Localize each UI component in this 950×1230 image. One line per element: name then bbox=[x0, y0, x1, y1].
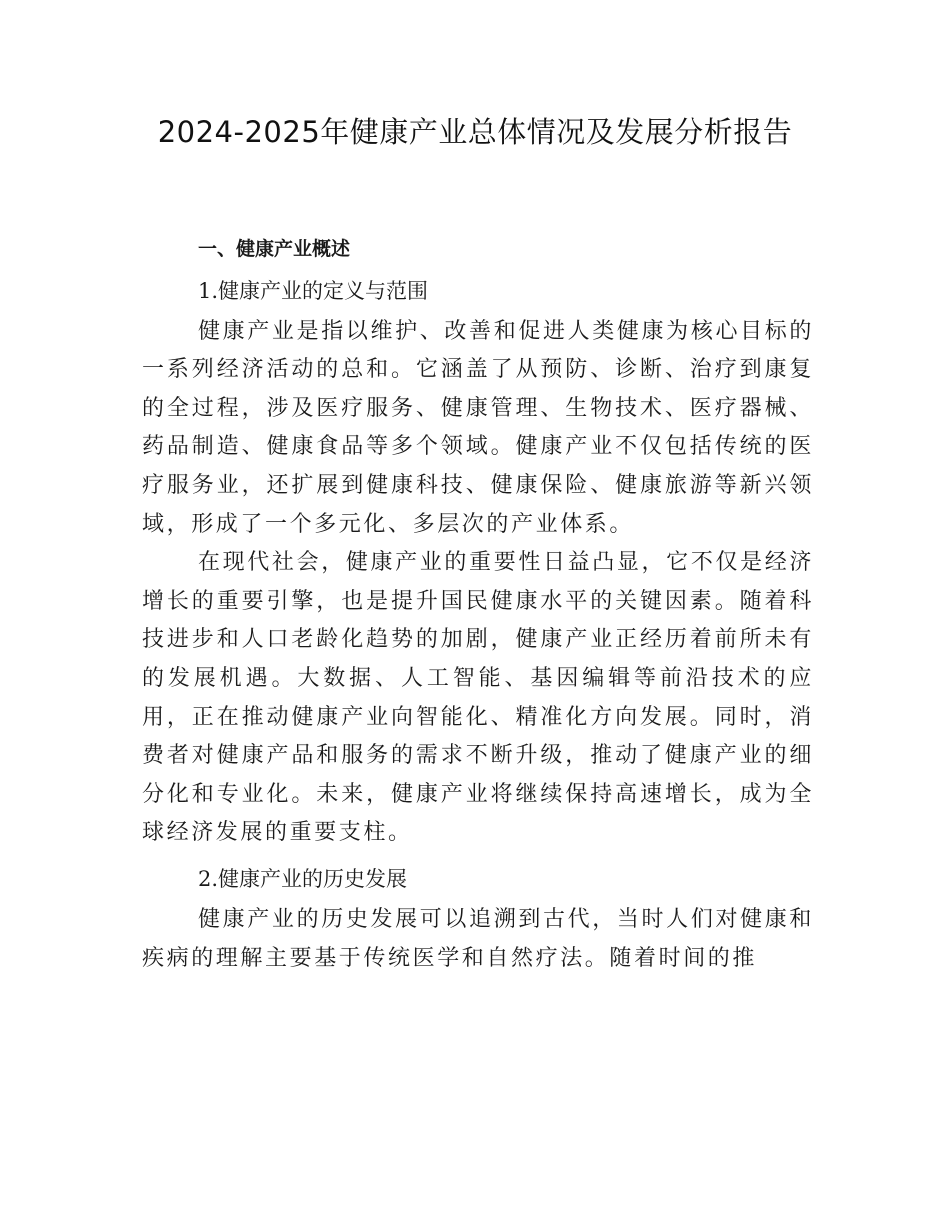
subsection-heading: 1.健康产业的定义与范围 bbox=[198, 278, 429, 303]
document-title: 2024-2025年健康产业总体情况及发展分析报告 bbox=[157, 115, 793, 149]
section-heading: 一、健康产业概述 bbox=[198, 238, 351, 260]
document-body bbox=[142, 230, 814, 978]
paragraph: 在现代社会，健康产业的重要性日益凸显，它不仅是经济增长的重要引擎，也是提升国民健康水平的关键因素。随着科技进步和人口老龄化趋势的加剧，健康产业正经历着前所未有的发展机遇。大数据、人工智能、基因编辑等前沿技术的应用，正在推动健康产业向智能化、精准化方向发展。同时，消费者对健康产品和服务的需求不断升级，推动了健康产业的细分化和专业化。未来，健康产业将继续保持高速增长，成为全球经济发展的重要支柱。 bbox=[142, 550, 814, 846]
paragraph: 健康产业的历史发展可以追溯到古代，当时人们对健康和疾病的理解主要基于传统医学和自然疗法。随着时间的推 bbox=[142, 906, 814, 971]
paragraph: 健康产业是指以维护、改善和促进人类健康为核心目标的一系列经济活动的总和。它涵盖了从预防、诊断、治疗到康复的全过程，涉及医疗服务、健康管理、生物技术、医疗器械、药品制造、健康食品等多个领域。健康产业不仅包括传统的医疗服务业，还扩展到健康科技、健康保险、健康旅游等新兴领域，形成了一个多元化、多层次的产业体系。 bbox=[142, 318, 814, 537]
subsection-heading: 2.健康产业的历史发展 bbox=[198, 866, 408, 891]
